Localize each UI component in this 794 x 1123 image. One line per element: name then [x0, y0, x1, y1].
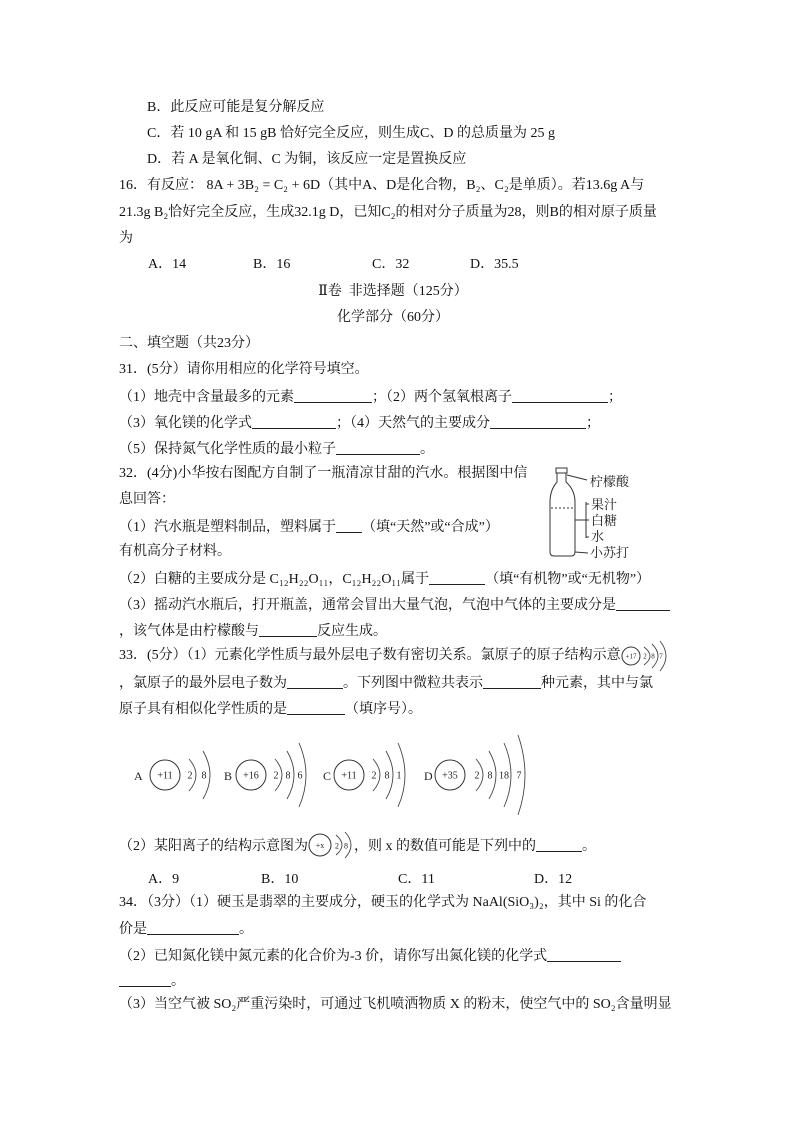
q33-text: （2）某阳离子的结构示意图为 — [119, 839, 308, 854]
answer-blank — [287, 700, 345, 715]
part2-subtitle — [0, 308, 786, 328]
q34-part-1-cont — [119, 918, 253, 938]
q33-text: 原子具有相似化学性质的是 — [119, 702, 287, 717]
answer-blank — [429, 570, 485, 585]
atom-label: B — [224, 769, 233, 783]
part2-title — [0, 282, 786, 302]
part2-title-text: Ⅱ卷 非选择题（125分） — [318, 284, 468, 299]
q15-option-b — [147, 98, 324, 118]
shell-electrons: 2 — [474, 770, 480, 782]
q15-option-c — [147, 124, 555, 144]
q33-text: （填序号）。 — [345, 702, 422, 717]
shell-electrons: 7 — [658, 652, 663, 661]
q15-option-d — [147, 150, 466, 170]
q32-text: （1）汽水瓶是塑料制品，塑料属于 — [119, 520, 336, 535]
q34-text: 34．（3分）（1）硬玉是翡翠的主要成分，硬玉的化学式为 NaAl(SiO₃)₂，其中 Si 的化合 — [119, 895, 647, 910]
q16-stem-line-3 — [119, 229, 133, 249]
q34-part-3 — [119, 995, 672, 1015]
q31-line-1 — [119, 386, 622, 406]
q32-part-3-cont — [119, 620, 387, 640]
shell-electrons: 8 — [344, 841, 348, 851]
q31-text: ； — [608, 390, 622, 405]
part2-subtitle-text: 化学部分（60分） — [337, 310, 449, 325]
atom-diagrams-row — [120, 728, 540, 823]
q16-option-a: A．14 — [148, 257, 187, 272]
q31-text: ；（4）天然气的主要成分 — [336, 416, 490, 431]
q33-text: ，则 x 的数值可能是下列中的 — [354, 839, 536, 854]
atom-diagram-a — [134, 751, 210, 799]
answer-blank — [512, 388, 608, 403]
atom-diagram-b — [224, 743, 306, 807]
answer-blank — [483, 674, 541, 689]
q31-line-3 — [119, 438, 434, 458]
q31-text: 。 — [420, 442, 434, 457]
q33-line-3 — [119, 698, 422, 718]
section-heading — [119, 334, 259, 354]
q32-text: （填“天然”或“合成”） — [362, 520, 499, 535]
q32-part-1 — [119, 516, 499, 536]
q32-text: （2）白糖的主要成分是 C₁₂H₂₂O₁₁，C₁₂H₂₂O₁₁属于 — [119, 572, 430, 587]
q16-option-b: B．16 — [253, 257, 291, 272]
q33-text: ，氯原子的最外层电子数为 — [119, 676, 287, 691]
nuclear-charge: +35 — [442, 770, 458, 782]
shell-electrons: 2 — [335, 841, 339, 851]
bottle-cap — [556, 468, 567, 473]
q32-stem-text-1: 32．(4分)小华按右图配方自制了一瓶清凉甘甜的汽水。根据图中信 — [119, 466, 528, 481]
figure-label-juice: 果汁 — [591, 497, 618, 512]
leader-line — [567, 475, 587, 480]
q33-option-d: D．12 — [534, 872, 573, 887]
chlorine-atom-diagram — [621, 644, 669, 668]
q32-part-3 — [119, 594, 670, 614]
answer-blank — [287, 674, 343, 689]
q31-text: ； — [586, 416, 600, 431]
nuclear-charge: +x — [315, 841, 325, 850]
nuclear-charge: +11 — [157, 770, 173, 782]
q15-option-d-text: D．若 A 是氧化铜、C 为铜，该反应一定是置换反应 — [147, 152, 467, 167]
soda-bottle-figure — [540, 466, 640, 562]
figure-label-water: 水 — [591, 529, 605, 544]
shell-electrons: 8 — [487, 770, 493, 782]
shell-electrons: 7 — [516, 770, 522, 782]
q32-part-2 — [119, 568, 650, 588]
q31-text: ；（2）两个氢氧根离子 — [372, 390, 512, 405]
q33-option-c: C．11 — [398, 872, 435, 887]
answer-blank — [547, 947, 621, 962]
q32-stem-line-1 — [119, 464, 527, 484]
q32-part-1-cont — [119, 542, 231, 562]
figure-label-baking-soda: 小苏打 — [590, 545, 630, 560]
q16-stem-line-1 — [119, 176, 644, 196]
q33-options — [0, 870, 794, 890]
answer-blank — [490, 414, 586, 429]
answer-blank — [294, 388, 372, 403]
figure-label-citric-acid: 柠檬酸 — [590, 474, 630, 489]
section-heading-text: 二、填空题（共23分） — [119, 336, 259, 351]
q33-option-a: A．9 — [148, 872, 180, 887]
q34-text: 价是 — [119, 922, 147, 937]
shell-electrons: 2 — [187, 770, 193, 782]
q16-options — [0, 255, 794, 275]
answer-blank — [536, 837, 582, 852]
q16-option-d: D．35.5 — [470, 257, 519, 272]
answer-blank — [119, 972, 171, 987]
q33-text: 。下列图中微粒共表示 — [343, 676, 483, 691]
q16-stem-text-1: 16．有反应： 8A + 3B₂ = C₂ + 6D（其中A、D是化合物，B₂、C₂是单质）。若13.6g A与 — [119, 178, 645, 193]
label-bracket — [575, 502, 589, 538]
q34-text: 。 — [239, 922, 253, 937]
q34-text: （3）当空气被 SO₂严重污染时，可通过飞机喷洒物质 X 的粉末，使空气中的 SO₂含量明显 — [119, 997, 672, 1012]
figure-label-sugar: 白糖 — [591, 513, 618, 528]
q32-text: （填“有机物”或“无机物”） — [485, 572, 651, 587]
q33-stem — [119, 646, 669, 666]
q34-part-2-cont — [119, 970, 185, 990]
q16-stem-text-2: 21.3g B₂恰好完全反应，生成32.1g D，已知C₂的相对分子质量为28，则B的相对原子质量 — [119, 205, 657, 220]
answer-blank — [252, 414, 336, 429]
q31-text: （1）地壳中含量最多的元素 — [119, 390, 294, 405]
atom-label: A — [134, 769, 143, 783]
q32-text: （3）摇动汽水瓶后，打开瓶盖，通常会冒出大量气泡，气泡中气体的主要成分是 — [119, 598, 616, 613]
shell-electrons: 8 — [285, 770, 291, 782]
bottle-body — [550, 473, 575, 556]
q33-text: 种元素，其中与氯 — [541, 676, 653, 691]
shell-electrons: 8 — [384, 770, 390, 782]
q15-option-c-text: C．若 10 gA 和 15 gB 恰好完全反应，则生成C、D 的总质量为 25 g — [147, 126, 555, 141]
shell-electrons: 6 — [297, 770, 303, 782]
q15-option-b-text: B．此反应可能是复分解反应 — [147, 100, 325, 115]
q31-text: （3）氧化镁的化学式 — [119, 416, 252, 431]
q16-stem-text-3: 为 — [119, 231, 133, 246]
q31-text: （5）保持氮气化学性质的最小粒子 — [119, 442, 336, 457]
q33-text: 。 — [582, 839, 596, 854]
nuclear-charge: +16 — [243, 770, 259, 782]
nuclear-charge: +11 — [341, 770, 357, 782]
shell-electrons: 2 — [273, 770, 279, 782]
shell-electrons: 8 — [650, 652, 655, 661]
q33-line-2 — [119, 672, 653, 692]
q32-text: 有机高分子材料。 — [119, 544, 231, 559]
answer-blank — [616, 596, 670, 611]
q32-text: ，该气体是由柠檬酸与 — [119, 624, 259, 639]
q31-line-2 — [119, 412, 600, 432]
q33-option-b: B．10 — [261, 872, 299, 887]
q32-text: 反应生成。 — [317, 624, 387, 639]
shell-electrons: 2 — [642, 652, 647, 661]
q32-stem-text-2: 息回答： — [119, 492, 175, 507]
q34-part-1 — [119, 893, 646, 913]
q33-part-2 — [119, 835, 596, 855]
q16-stem-line-2 — [119, 203, 657, 223]
shell-electrons: 1 — [396, 770, 402, 782]
shell-electrons: 18 — [499, 770, 509, 782]
leader-line — [575, 552, 588, 553]
q32-stem-line-2 — [119, 490, 175, 510]
atom-diagram-c — [323, 743, 405, 807]
shell-electrons: 8 — [201, 770, 207, 782]
q31-stem-text: 31．(5分）请你用相应的化学符号填空。 — [119, 362, 369, 377]
atom-diagram-d — [424, 735, 525, 815]
q33-stem-text: 33．(5分）（1）元素化学性质与最外层电子数有密切关系。氯原子的原子结构示意 — [119, 648, 621, 663]
q34-text: 。 — [171, 974, 185, 989]
cation-diagram — [308, 832, 354, 858]
atom-label: D — [424, 769, 433, 783]
atom-label: C — [323, 769, 332, 783]
q34-part-2 — [119, 945, 621, 965]
answer-blank — [259, 622, 317, 637]
nuclear-charge: +17 — [625, 652, 637, 661]
q34-text: （2）已知氮化镁中氮元素的化合价为-3 价，请你写出氮化镁的化学式 — [119, 949, 548, 964]
q31-stem — [119, 360, 369, 380]
answer-blank — [336, 518, 362, 533]
q16-option-c: C．32 — [372, 257, 410, 272]
answer-blank — [147, 920, 239, 935]
answer-blank — [336, 440, 420, 455]
shell-electrons: 2 — [371, 770, 377, 782]
